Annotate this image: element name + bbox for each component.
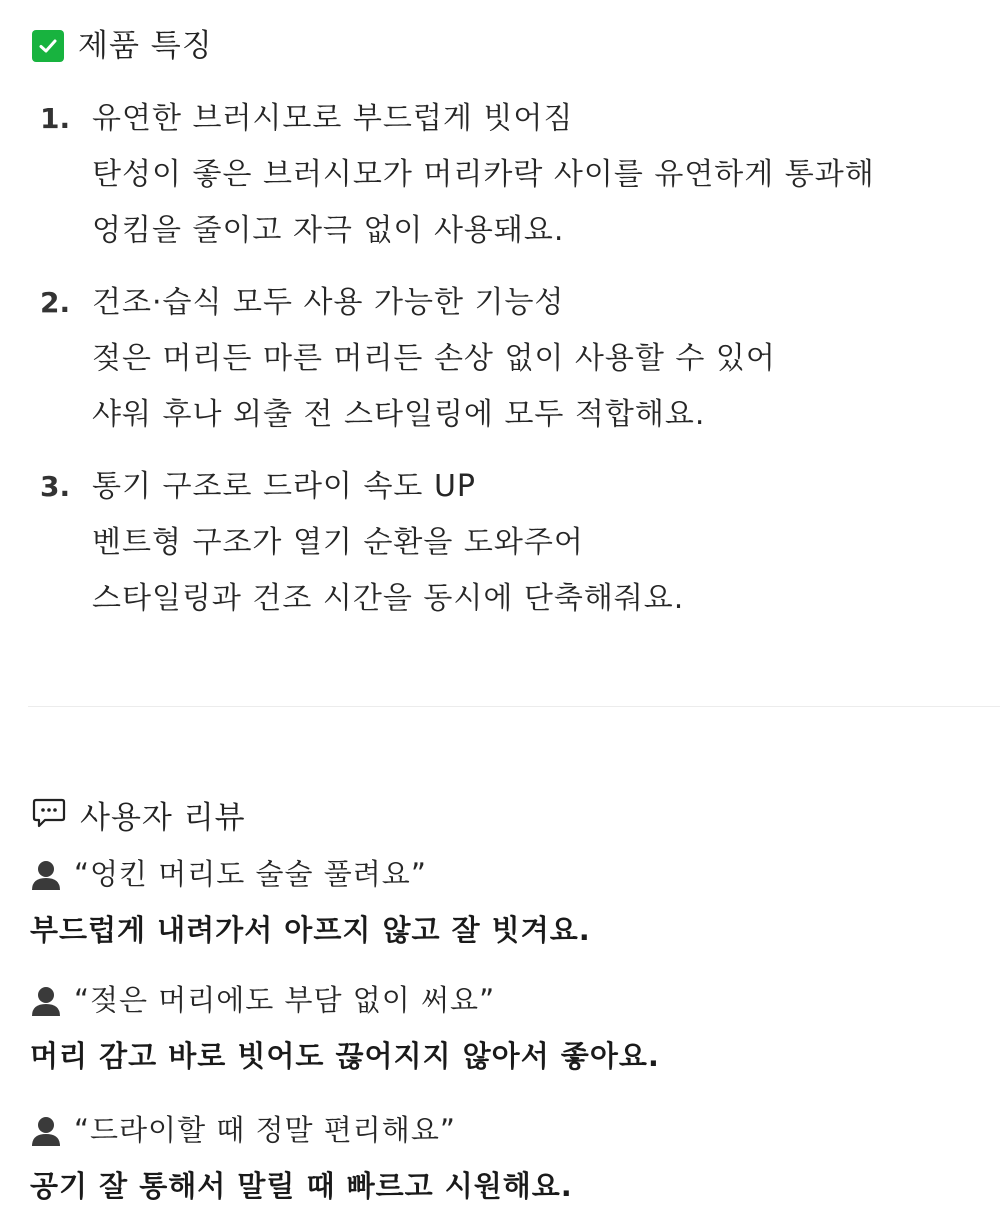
review-item-2 — [30, 980, 660, 1076]
review-body: 부드럽게 내려가서 아프지 않고 잘 빗겨요. — [30, 913, 591, 947]
review-item-3 — [30, 1110, 573, 1206]
feature-description-line: 탄성이 좋은 브러시모가 머리카락 사이를 유연하게 통과해 — [92, 157, 875, 192]
speech-bubble-icon — [32, 797, 66, 839]
feature-description-line: 샤워 후나 외출 전 스타일링에 모두 적합해요. — [92, 397, 706, 432]
review-body: 공기 잘 통해서 말릴 때 빠르고 시원해요. — [30, 1169, 573, 1203]
person-icon — [30, 984, 62, 1016]
feature-number: 3. — [40, 470, 71, 503]
reviews-title: 사용자 리뷰 — [80, 800, 246, 836]
feature-description-line: 벤트형 구조가 열기 순환을 도와주어 — [92, 525, 584, 560]
review-item-1 — [30, 854, 591, 950]
review-quote — [30, 1110, 573, 1150]
review-quote-text: “드라이할 때 정말 편리해요” — [74, 1113, 456, 1147]
feature-number: 2. — [40, 286, 71, 319]
feature-description-line: 엉킴을 줄이고 자극 없이 사용돼요. — [92, 213, 565, 248]
review-quote — [30, 854, 591, 894]
feature-description-line: 젖은 머리든 마른 머리든 손상 없이 사용할 수 있어 — [92, 341, 776, 376]
review-quote-text: “젖은 머리에도 부담 없이 써요” — [74, 983, 496, 1017]
feature-heading: 통기 구조로 드라이 속도 UP — [92, 469, 476, 504]
person-icon — [30, 1114, 62, 1146]
feature-heading: 건조·습식 모두 사용 가능한 기능성 — [92, 285, 565, 320]
features-title: 제품 특징 — [78, 28, 213, 64]
person-icon — [30, 858, 62, 890]
features-header — [32, 26, 213, 66]
reviews-header — [32, 797, 246, 839]
check-box-icon — [32, 30, 64, 62]
feature-heading: 유연한 브러시모로 부드럽게 빗어짐 — [92, 101, 574, 136]
review-quote-text: “엉킨 머리도 술술 풀려요” — [74, 857, 427, 891]
review-quote — [30, 980, 660, 1020]
feature-description-line: 스타일링과 건조 시간을 동시에 단축해줘요. — [92, 581, 685, 616]
feature-number: 1. — [40, 102, 71, 135]
review-body: 머리 감고 바로 빗어도 끊어지지 않아서 좋아요. — [30, 1039, 660, 1073]
section-divider — [28, 706, 1000, 707]
